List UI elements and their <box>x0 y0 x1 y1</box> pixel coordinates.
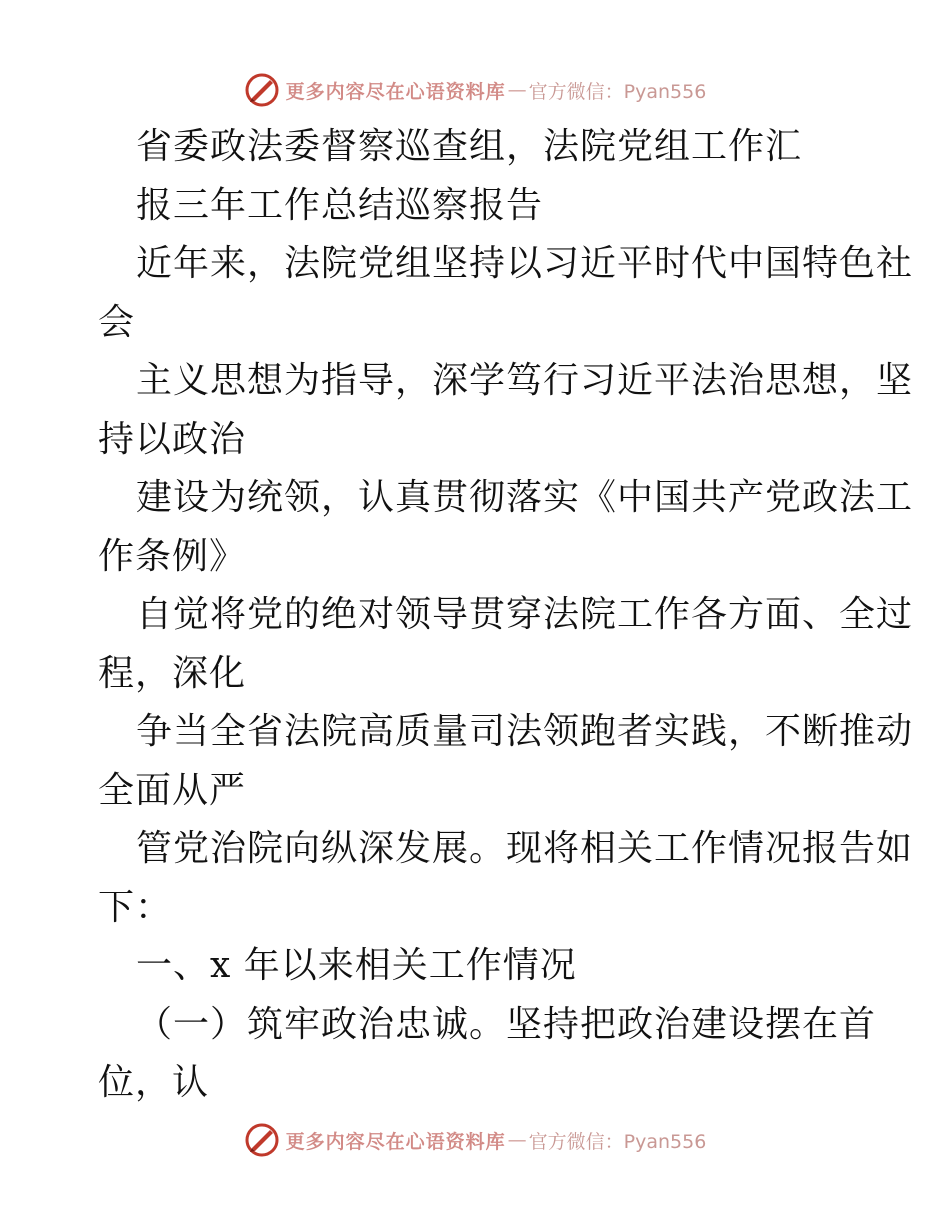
footer-watermark <box>0 1120 950 1160</box>
pen-logo-icon <box>244 72 280 108</box>
text-line: 一、x 年以来相关工作情况 <box>136 945 577 986</box>
text-line: 建设为统领，认真贯彻落实《中国共产党政法工 <box>136 477 914 518</box>
text-line: 会 <box>98 301 136 343</box>
watermark-text: 更多内容尽在心语资料库 <box>285 1130 506 1153</box>
header-watermark <box>0 70 950 110</box>
text-line: 争当全省法院高质量司法领跑者实践，不断推动 <box>136 711 914 752</box>
text-line: （一）筑牢政治忠诚。坚持把政治建设摆在首 <box>136 1003 877 1045</box>
pen-logo-icon <box>244 1122 280 1158</box>
watermark-wechat: 官方微信：Pyan556 <box>528 80 707 103</box>
text-line: 位，认 <box>98 1062 210 1103</box>
text-line: 全面从严 <box>98 769 247 811</box>
text-line: 程，深化 <box>98 652 247 694</box>
text-line: 省委政法委督察巡查组，法院党组工作汇 <box>136 126 803 167</box>
text-line: 作条例》 <box>98 535 247 577</box>
document-body <box>98 118 914 1113</box>
text-line: 报三年工作总结巡察报告 <box>136 184 544 226</box>
text-line: 近年来，法院党组坚持以习近平时代中国特色社 <box>136 243 914 284</box>
text-line: 下： <box>98 886 173 928</box>
watermark-dash: — <box>507 79 527 101</box>
text-line: 管党治院向纵深发展。现将相关工作情况报告如 <box>136 828 914 869</box>
watermark-dash: — <box>507 1129 527 1151</box>
watermark-wechat: 官方微信：Pyan556 <box>528 1130 707 1153</box>
text-line: 持以政治 <box>98 418 247 460</box>
watermark-text: 更多内容尽在心语资料库 <box>285 80 506 103</box>
text-line: 自觉将党的绝对领导贯穿法院工作各方面、全过 <box>136 594 914 635</box>
text-line: 主义思想为指导，深学笃行习近平法治思想，坚 <box>136 360 914 401</box>
